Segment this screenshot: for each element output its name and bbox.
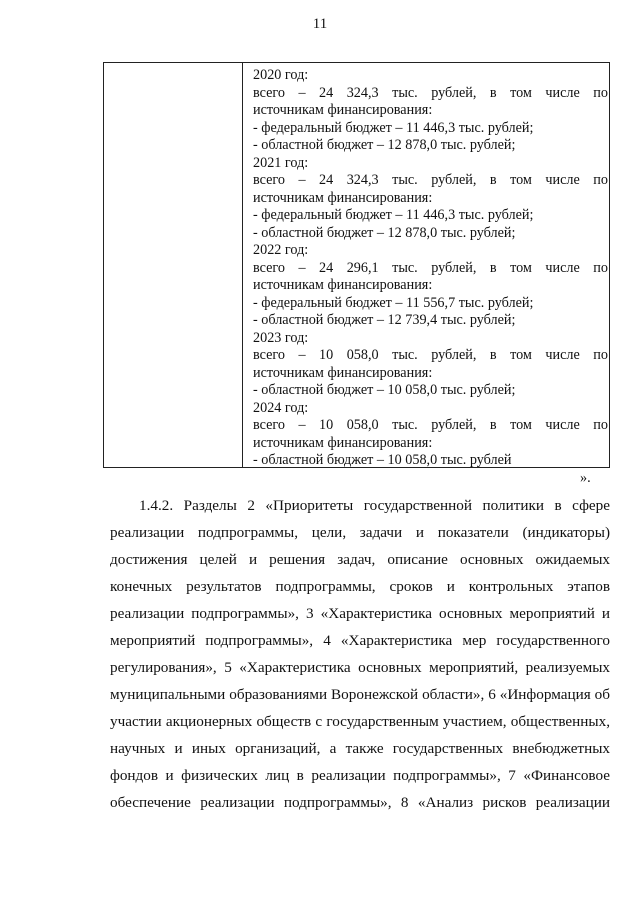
table-line: всего – 24 324,3 тыс. рублей, в том числе по: [253, 84, 608, 101]
funding-table: [103, 62, 610, 468]
table-line: - федеральный бюджет – 11 556,7 тыс. рублей;: [253, 294, 534, 311]
paragraph-line: регулирования», 5 «Характеристика основных мероприятий, реализуемых: [110, 659, 610, 676]
paragraph-line: участии акционерных обществ с государственным участием, общественных,: [110, 713, 610, 730]
paragraph-line: обеспечение реализации подпрограммы», 8 «Анализ рисков реализации: [110, 794, 610, 811]
paragraph-line: достижения целей и решения задач, описание основных ожидаемых: [110, 551, 610, 568]
table-line: - областной бюджет – 12 878,0 тыс. рублей;: [253, 137, 516, 153]
table-line: 2022 год:: [253, 242, 309, 258]
table-line: - областной бюджет – 12 739,4 тыс. рублей;: [253, 312, 516, 328]
paragraph-line: 1.4.2. Разделы 2 «Приоритеты государственной политики в сфере: [139, 497, 610, 514]
paragraph-line: конечных результатов подпрограммы, сроков и контрольных этапов: [110, 578, 610, 595]
table-line: всего – 10 058,0 тыс. рублей, в том числе по: [253, 417, 608, 433]
table-line: - областной бюджет – 10 058,0 тыс. рублей: [253, 452, 512, 468]
table-line: - областной бюджет – 12 878,0 тыс. рублей;: [253, 224, 516, 241]
table-line: всего – 24 296,1 тыс. рублей, в том числе по: [253, 259, 608, 276]
table-line: источникам финансирования:: [253, 434, 433, 451]
table-line: всего – 10 058,0 тыс. рублей, в том числе по: [253, 347, 608, 363]
paragraph-line: научных и иных организаций, а также государственных внебюджетных: [110, 740, 610, 757]
table-line: 2020 год:: [253, 67, 309, 83]
table-line: - федеральный бюджет – 11 446,3 тыс. рублей;: [253, 207, 534, 223]
table-line: источникам финансирования:: [253, 277, 433, 293]
closing-quote: ».: [580, 470, 591, 486]
table-line: 2023 год:: [253, 329, 309, 346]
table-line: - федеральный бюджет – 11 446,3 тыс. рублей;: [253, 119, 534, 136]
table-line: всего – 24 324,3 тыс. рублей, в том числе по: [253, 172, 608, 188]
table-line: 2024 год:: [253, 399, 309, 416]
paragraph-line: муниципальными образованиями Воронежской области», 6 «Информация об: [110, 686, 610, 703]
paragraph-line: фондов и физических лиц в реализации подпрограммы», 7 «Финансовое: [110, 767, 610, 784]
table-line: 2021 год:: [253, 154, 309, 171]
table-line: источникам финансирования:: [253, 189, 433, 206]
table-right-cell: [243, 63, 609, 467]
table-line: источникам финансирования:: [253, 102, 433, 118]
table-line: источникам финансирования:: [253, 364, 433, 381]
paragraph-line: мероприятий подпрограммы», 4 «Характеристика мер государственного: [110, 632, 610, 649]
page-number: 11: [312, 16, 328, 32]
table-left-cell: [104, 63, 243, 467]
paragraph-line: реализации подпрограммы, цели, задачи и показатели (индикаторы): [110, 524, 610, 541]
paragraph-line: реализации подпрограммы», 3 «Характеристика основных мероприятий и: [110, 605, 610, 622]
table-line: - областной бюджет – 10 058,0 тыс. рублей;: [253, 382, 516, 398]
